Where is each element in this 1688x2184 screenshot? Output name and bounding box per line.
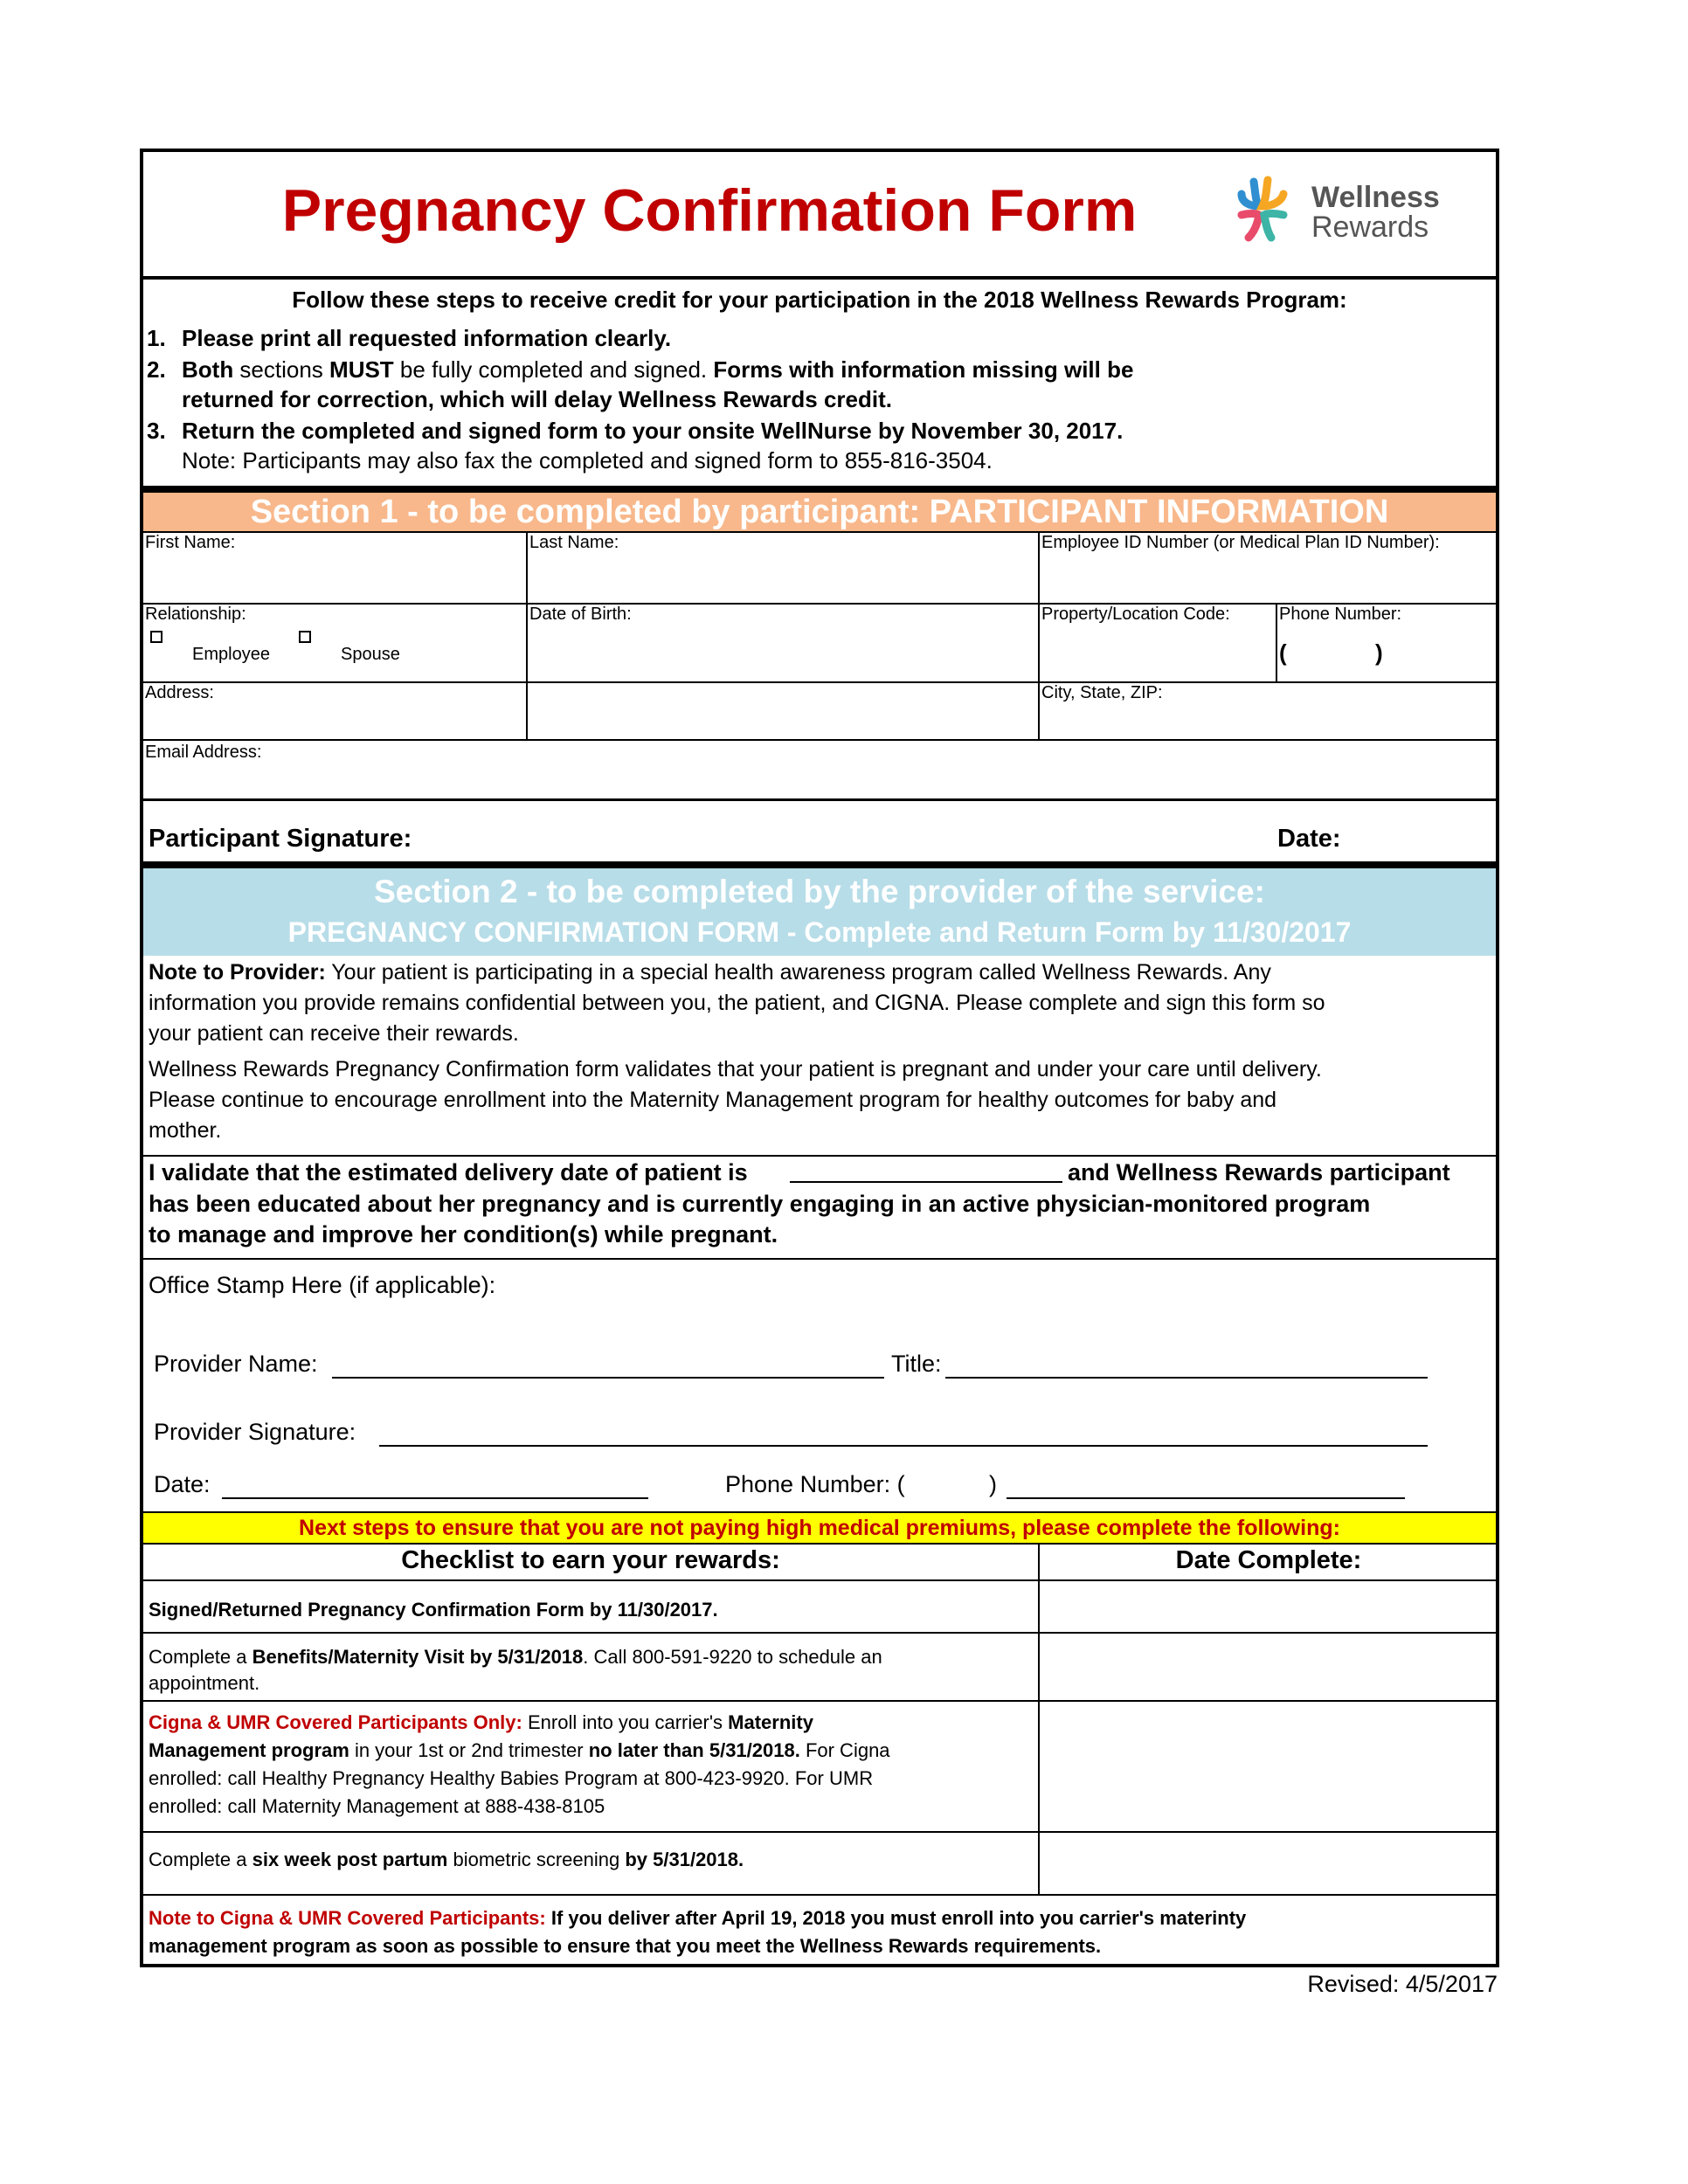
row3-a: Enroll into you carrier's: [522, 1711, 729, 1733]
checklist-row4: [149, 1849, 744, 1871]
row3-f: For Cigna: [799, 1739, 890, 1761]
email-label: Email Address:: [145, 743, 262, 762]
office-stamp-area[interactable]: [149, 1302, 1494, 1342]
provider-signature-field[interactable]: [379, 1445, 1428, 1447]
row4-c: biometric screening: [447, 1849, 626, 1870]
step3-number: 3.: [147, 418, 166, 444]
row3-h: enrolled: call Maternity Management at 888-438-8105: [149, 1795, 605, 1817]
validate-line1b: and Wellness Rewards participant: [1068, 1159, 1450, 1185]
date-complete-header: Date Complete:: [1175, 1546, 1362, 1574]
last-name-label: Last Name:: [529, 533, 619, 552]
phone-open-paren: (: [1279, 639, 1287, 666]
phone-label: Phone Number:: [1279, 605, 1402, 624]
first-name-field[interactable]: [143, 552, 524, 601]
section2-banner-line2: PREGNANCY CONFIRMATION FORM - Complete and Return Form by 11/30/2017: [287, 916, 1352, 948]
spouse-checkbox[interactable]: [299, 631, 311, 643]
dob-label: Date of Birth:: [529, 605, 632, 624]
first-name-label: First Name:: [145, 533, 236, 552]
provider-note-text2: information you provide remains confidential between you, the patient, and CIGNA. Please complete and sign this form so: [149, 991, 1325, 1015]
phone-close-paren: ): [1375, 639, 1383, 666]
step1-text: Please print all requested information clearly.: [182, 325, 672, 351]
validate-line1a: I validate that the estimated delivery date of patient is: [149, 1159, 748, 1185]
row4-a: Complete a: [149, 1849, 253, 1870]
employee-id-field[interactable]: [1040, 552, 1498, 601]
checklist-row1: Signed/Returned Pregnancy Confirmation Form by 11/30/2017.: [149, 1599, 718, 1621]
form-container: [140, 149, 1499, 1967]
step2-must: MUST: [329, 356, 394, 383]
provider-name-label: Provider Name:: [154, 1351, 318, 1377]
participant-signature-field[interactable]: [432, 816, 1305, 854]
provider-area-code-field[interactable]: [909, 1468, 965, 1499]
relationship-label: Relationship:: [145, 605, 246, 624]
final-note-b: management program as soon as possible to ensure that you meet the Wellness Rewards requirements.: [149, 1935, 1102, 1957]
spouse-option-label: Spouse: [341, 645, 400, 664]
section2-top-rule: [143, 861, 1496, 868]
participant-signature-label: Participant Signature:: [149, 825, 412, 853]
participant-date-label: Date:: [1277, 825, 1341, 853]
office-stamp-label: Office Stamp Here (if applicable):: [149, 1272, 496, 1298]
location-code-label: Property/Location Code:: [1041, 605, 1230, 624]
page-title: Pregnancy Confirmation Form: [281, 177, 1138, 244]
checklist-row4-rule: [143, 1894, 1496, 1896]
provider-date-label: Date:: [154, 1471, 211, 1497]
next-steps-banner-text: Next steps to ensure that you are not paying high medical premiums, please complete the following:: [299, 1516, 1340, 1540]
section2-banner-line1: Section 2 - to be completed by the provider of the service:: [374, 874, 1265, 909]
section1-top-rule: [143, 486, 1496, 493]
row3-e: no later than 5/31/2018.: [588, 1739, 800, 1761]
checklist-header: Checklist to earn your rewards:: [401, 1546, 780, 1574]
row2-c: . Call 800-591-9220 to schedule an: [583, 1646, 882, 1668]
participant-phone-field[interactable]: [1293, 638, 1372, 673]
provider-note: [149, 957, 1494, 1146]
city-state-zip-label: City, State, ZIP:: [1041, 683, 1163, 702]
final-note: [149, 1904, 1246, 1960]
row1-date-field[interactable]: [1040, 1581, 1498, 1630]
intro-heading: Follow these steps to receive credit for your participation in the 2018 Wellness Rewards Program:: [292, 287, 1347, 313]
row4-rule: [143, 798, 1496, 801]
provider-signature-label: Provider Signature:: [154, 1419, 356, 1445]
employee-checkbox[interactable]: [150, 631, 163, 643]
provider-phone-close: ): [989, 1471, 997, 1497]
next-steps-bottom-rule: [143, 1543, 1496, 1545]
step2-rest: be fully completed and signed.: [393, 356, 714, 383]
row3-d: in your 1st or 2nd trimester: [349, 1739, 589, 1761]
row4-d: by 5/31/2018.: [625, 1849, 744, 1870]
intro-note: Note: Participants may also fax the completed and signed form to 855-816-3504.: [182, 447, 993, 473]
participant-date-field[interactable]: [1349, 816, 1494, 854]
row3-g: enrolled: call Healthy Pregnancy Healthy Babies Program at 800-423-9920. For UMR: [149, 1767, 874, 1789]
step2-number: 2.: [147, 356, 166, 383]
next-steps-banner: [143, 1513, 1496, 1543]
dob-field[interactable]: [528, 624, 1036, 680]
provider-date-field[interactable]: [222, 1497, 648, 1499]
step2-both: Both: [182, 356, 234, 383]
row3-c: Management program: [149, 1739, 349, 1761]
step2-bold: Forms with information missing will be: [713, 356, 1134, 383]
provider-phone-label: Phone Number: (: [725, 1471, 905, 1497]
provider-para2-line1: Wellness Rewards Pregnancy Confirmation form validates that your patient is pregnant and under your care until delivery.: [149, 1057, 1322, 1082]
employee-option-label: Employee: [192, 645, 270, 664]
validate-line2: has been educated about her pregnancy and is currently engaging in an active physician-monitored program: [149, 1191, 1371, 1217]
logo-mark-icon: [1229, 175, 1292, 245]
checklist-row3: [149, 1709, 890, 1821]
email-field[interactable]: [143, 764, 1496, 797]
provider-name-field[interactable]: [332, 1377, 884, 1379]
row3-red: Cigna & UMR Covered Participants Only:: [149, 1711, 522, 1733]
address-label: Address:: [145, 683, 214, 702]
section2-banner: [143, 868, 1496, 956]
logo-text-line2: Rewards: [1311, 211, 1429, 244]
city-state-zip-field[interactable]: [1040, 702, 1498, 737]
provider-note-text3: your patient can receive their rewards.: [149, 1021, 519, 1046]
row3-date-field[interactable]: [1040, 1702, 1498, 1829]
step3-text: Return the completed and signed form to your onsite WellNurse by November 30, 2017.: [182, 418, 1124, 444]
row2-date-field[interactable]: [1040, 1634, 1498, 1698]
provider-title-label: Title:: [891, 1351, 942, 1377]
provider-title-field[interactable]: [945, 1377, 1428, 1379]
logo-text-line1: Wellness: [1311, 181, 1440, 214]
address-field[interactable]: [143, 702, 1036, 737]
row3-rule: [143, 739, 1496, 741]
section1-banner-text: Section 1 - to be completed by participant: PARTICIPANT INFORMATION: [250, 494, 1389, 530]
wellness-rewards-logo: [1229, 175, 1456, 253]
delivery-date-field[interactable]: [790, 1181, 1062, 1183]
validate-line3: to manage and improve her condition(s) while pregnant.: [149, 1221, 778, 1248]
provider-note-label: Note to Provider:: [149, 960, 326, 985]
validate-rule: [143, 1258, 1496, 1260]
row2-rule: [143, 681, 1496, 683]
location-code-field[interactable]: [1040, 624, 1274, 680]
last-name-field[interactable]: [528, 552, 1036, 601]
row2-a: Complete a: [149, 1646, 253, 1668]
provider-para2-line2: Please continue to encourage enrollment into the Maternity Management program for healthy outcomes for baby and: [149, 1088, 1277, 1112]
employee-id-label: Employee ID Number (or Medical Plan ID Number):: [1041, 533, 1440, 552]
row2-b: Benefits/Maternity Visit by 5/31/2018: [252, 1646, 584, 1668]
row4-date-field[interactable]: [1040, 1833, 1498, 1892]
revised-date: Revised: 4/5/2017: [1307, 1971, 1498, 1997]
provider-note-text1: Your patient is participating in a special health awareness program called Wellness Rewards. Any: [325, 960, 1271, 985]
step2-line2: returned for correction, which will delay Wellness Rewards credit.: [182, 386, 892, 412]
provider-phone-field[interactable]: [1007, 1497, 1405, 1499]
step2-sections: sections: [233, 356, 330, 383]
step2-text: [182, 355, 1133, 384]
row2-d: appointment.: [149, 1672, 260, 1694]
grid-v3: [1276, 603, 1277, 681]
section1-banner: [143, 493, 1496, 531]
step1-number: 1.: [147, 325, 166, 351]
checklist-row2: [149, 1644, 882, 1697]
row3-b: Maternity: [728, 1711, 813, 1733]
final-note-a: If you deliver after April 19, 2018 you must enroll into you carrier's materinty: [545, 1907, 1247, 1929]
header-divider: [143, 276, 1496, 280]
row4-b: six week post partum: [252, 1849, 448, 1870]
final-note-red: Note to Cigna & UMR Covered Participants:: [149, 1907, 546, 1929]
provider-para2-line3: mother.: [149, 1118, 222, 1143]
